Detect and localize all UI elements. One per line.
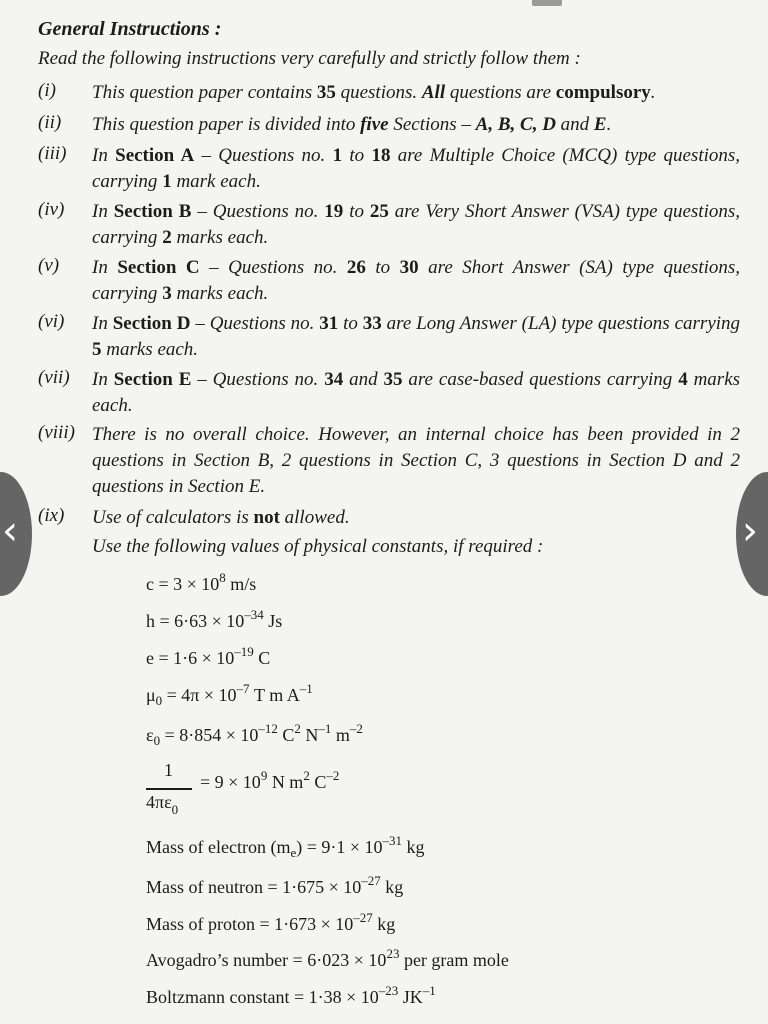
constant-permittivity: $\varepsilon_0 = 8\cdot 854 \times 10^{-12}$ $C^2$ $N^{-1}$ $m^{-2}$ xyxy=(146,721,363,748)
item-number: (viii) xyxy=(38,422,75,443)
page-heading: General Instructions : xyxy=(38,18,222,40)
fraction-denominator: $4\pi\varepsilon_0$ xyxy=(146,792,179,817)
constant-speed-of-light: $c = 3 \times 10^8$ m/s xyxy=(146,570,257,594)
item-text: This question paper is divided into five Sections – A, B, C, D and E. xyxy=(92,114,612,135)
item-number: (v) xyxy=(38,255,60,276)
item-text: In Section B – Questions no. 19 to 25 are Very Short Answer (VSA) type questions, carrying 2 marks each. xyxy=(92,201,740,248)
constant-boltzmann: Boltzmann constant = $1\cdot 38 \times 10^{-23}$ $JK^{-1}$ xyxy=(146,983,436,1007)
item-number: (ii) xyxy=(38,112,62,133)
item-number: (ix) xyxy=(38,505,65,526)
item-text: In Section E – Questions no. 34 and 35 are case-based questions carrying 4 marks each. xyxy=(92,369,741,416)
previous-page-button[interactable] xyxy=(0,472,32,596)
item-text: Use of calculators is not allowed. xyxy=(92,507,350,528)
item-text: In Section A – Questions no. 1 to 18 are Multiple Choice (MCQ) type questions, carrying 1 mark each. xyxy=(92,145,741,192)
instruction-item-vii xyxy=(38,367,740,423)
item-number: (iii) xyxy=(38,143,67,164)
item-number: (vi) xyxy=(38,311,65,332)
constant-neutron-mass: Mass of neutron = $1\cdot 675 \times 10^{-27}$ kg xyxy=(146,873,404,897)
item-number: (i) xyxy=(38,80,56,101)
constant-avogadro: Avogadro’s number = $6\cdot 023 \times 10^{23}$ per gram mole xyxy=(146,946,509,970)
page-top-mark xyxy=(532,0,562,6)
constant-proton-mass: Mass of proton = $1\cdot 673 \times 10^{-27}$ kg xyxy=(146,910,396,934)
instruction-item-ix xyxy=(38,505,740,533)
intro-line: Read the following instructions very carefully and strictly follow them : xyxy=(38,48,581,69)
constant-planck: $h = 6\cdot 63 \times 10^{-34}$ Js xyxy=(146,607,283,631)
instruction-item-v xyxy=(38,255,740,311)
instruction-item-iv xyxy=(38,199,740,255)
constant-permeability: $\mu_0 = 4\pi \times 10^{-7}$ T m $A^{-1}$ xyxy=(146,681,313,708)
instruction-item-i xyxy=(38,80,740,108)
fraction-bar xyxy=(146,788,192,790)
item-text: This question paper contains 35 questions. All questions are compulsory. xyxy=(92,82,656,103)
item-text: There is no overall choice. However, an internal choice has been provided in 2 questions in Section B, 2 questions in Section C, 3 questions in Section D and 2 questions in Section E. xyxy=(92,424,740,497)
instruction-item-vi xyxy=(38,311,740,367)
next-page-button[interactable] xyxy=(736,472,768,596)
chevron-left-icon: ‹ xyxy=(2,508,18,554)
item-text: In Section C – Questions no. 26 to 30 are Short Answer (SA) type questions, carrying 3 marks each. xyxy=(92,257,741,304)
constant-electron-charge: $e = 1\cdot 6 \times 10^{-19}$ C xyxy=(146,644,271,668)
coulomb-constant-value: = $9 \times 10^9$ N $m^2$ $C^{-2}$ xyxy=(200,768,340,792)
constant-electron-mass: Mass of electron $(m_e) = 9\cdot 1 \times 10^{-31}$ kg xyxy=(146,833,425,860)
fraction-numerator: 1 xyxy=(164,760,173,780)
instruction-item-ii xyxy=(38,112,740,140)
item-text: In Section D – Questions no. 31 to 33 are Long Answer (LA) type questions carrying 5 marks each. xyxy=(92,313,741,360)
instruction-item-iii xyxy=(38,143,740,199)
item-number: (vii) xyxy=(38,367,70,388)
item-number: (iv) xyxy=(38,199,65,220)
constants-intro: Use the following values of physical constants, if required : xyxy=(92,536,544,557)
chevron-right-icon: › xyxy=(742,508,758,554)
instruction-item-viii xyxy=(38,422,740,502)
